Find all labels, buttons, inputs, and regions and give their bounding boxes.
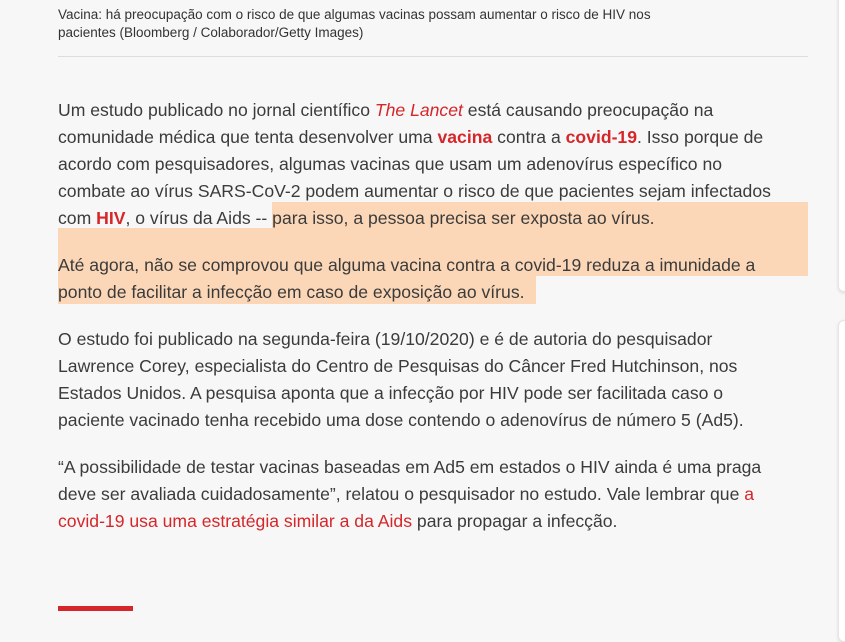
tag-link-vacina[interactable]: vacina — [437, 127, 493, 147]
paragraph-4 — [58, 454, 806, 535]
caption-line-2: pacientes (Bloomberg / Colaborador/Getty Images) — [58, 25, 364, 40]
p4-text: para propagar a infecção. — [412, 511, 618, 531]
p1-text: comunidade médica que tenta desenvolver uma — [58, 127, 438, 147]
p1-text: Um estudo publicado no jornal científico — [58, 100, 375, 120]
paragraph-1 — [58, 97, 806, 232]
highlighted-text: Até agora, não se comprovou que alguma vacina contra a covid-19 reduza a imunidade a — [58, 255, 756, 275]
tag-link-covid[interactable]: covid-19 — [565, 127, 638, 147]
journal-link[interactable]: The Lancet — [374, 100, 463, 120]
image-caption — [58, 6, 708, 42]
p1-text: acordo com pesquisadores, algumas vacinas que usam um adenovírus específico no — [58, 154, 723, 174]
sidebar-card-bottom — [838, 320, 845, 642]
related-article-link[interactable]: a — [744, 484, 755, 504]
p4-text: “A possibilidade de testar vacinas baseadas em Ad5 em estados o HIV ainda é uma praga — [58, 457, 762, 477]
highlighted-text: ponto de facilitar a infecção em caso de exposição ao vírus. — [58, 282, 525, 302]
p3-text: O estudo foi publicado na segunda-feira (19/10/2020) e é de autoria do pesquisador — [58, 329, 713, 349]
paragraph-3 — [58, 326, 806, 434]
p1-text: contra a — [492, 127, 566, 147]
sidebar-card-top — [838, 0, 845, 292]
highlighted-text: para isso, a pessoa precisa ser exposta ao vírus. — [272, 208, 655, 228]
p1-text: combate ao vírus SARS-CoV-2 podem aumentar o risco de que pacientes sejam infectados — [58, 181, 771, 201]
caption-line-1: Vacina: há preocupação com o risco de que algumas vacinas possam aumentar o risco de HIV nos — [58, 7, 651, 22]
related-article-link[interactable]: covid-19 usa uma estratégia similar a da Aids — [58, 511, 413, 531]
p3-text: Estados Unidos. A pesquisa aponta que a infecção por HIV pode ser facilitada caso o — [58, 383, 724, 403]
p1-text: com — [58, 208, 97, 228]
section-accent-bar — [58, 606, 133, 611]
p1-text: está causando preocupação na — [462, 100, 714, 120]
p4-text: deve ser avaliada cuidadosamente”, relatou o pesquisador no estudo. Vale lembrar que — [58, 484, 745, 504]
p1-text: . Isso porque de — [637, 127, 764, 147]
p3-text: paciente vacinado tenha recebido uma dose contendo o adenovírus de número 5 (Ad5). — [58, 410, 744, 430]
p3-text: Lawrence Corey, especialista do Centro de Pesquisas do Câncer Fred Hutchinson, nos — [58, 356, 738, 376]
caption-divider — [58, 56, 808, 57]
paragraph-2 — [58, 252, 806, 306]
p1-text: , o vírus da Aids -- — [125, 208, 273, 228]
tag-link-hiv[interactable]: HIV — [96, 208, 126, 228]
